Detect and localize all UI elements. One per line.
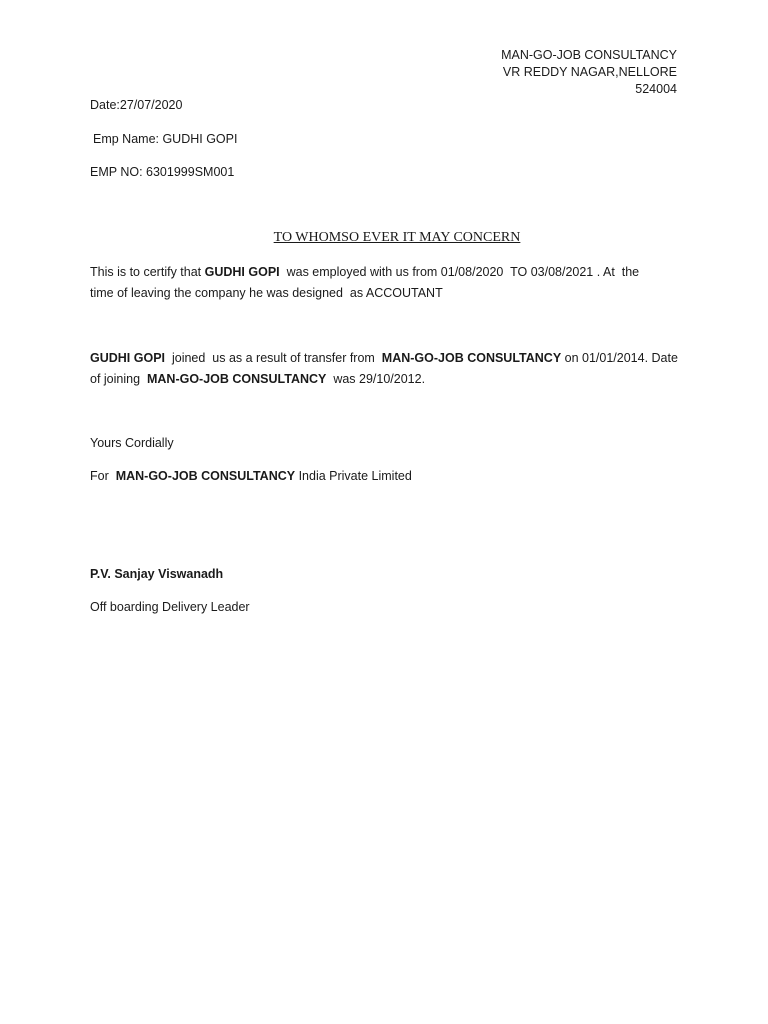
signatory-name-bold: P.V. Sanjay Viswanadh (90, 567, 224, 581)
address-line-1: MAN-GO-JOB CONSULTANCY (501, 48, 677, 62)
transfer-line-1 (90, 348, 690, 369)
address-line-3: 524004 (635, 82, 677, 96)
text-segment: This is to certify that (90, 265, 205, 279)
company-name-bold: MAN-GO-JOB CONSULTANCY (115, 469, 296, 483)
employee-name: Emp Name: GUDHI GOPI (93, 132, 238, 146)
for-company-line (90, 469, 412, 483)
text-segment: was 29/10/2012. (326, 372, 426, 386)
certification-line-2: time of leaving the company he was designed as ACCOUTANT (90, 286, 443, 300)
company-address (501, 47, 677, 98)
text-segment: of joining (90, 372, 147, 386)
employee-name-bold: GUDHI GOPI (90, 351, 166, 365)
signatory-role: Off boarding Delivery Leader (90, 600, 250, 614)
employee-number: EMP NO: 6301999SM001 (90, 165, 235, 179)
text-segment: on 01/01/2014. Date (561, 351, 678, 365)
certification-line-1 (90, 262, 690, 283)
address-line-2: VR REDDY NAGAR,NELLORE (502, 65, 677, 79)
text-segment: was employed with us from 01/08/2020 TO 03/08/2021 . At the (279, 265, 640, 279)
company-name-bold: MAN-GO-JOB CONSULTANCY (146, 372, 327, 386)
transfer-paragraph (90, 348, 690, 390)
company-name-bold: MAN-GO-JOB CONSULTANCY (381, 351, 562, 365)
certification-paragraph (90, 262, 690, 304)
letter-date: Date:27/07/2020 (90, 98, 183, 112)
closing-salutation: Yours Cordially (90, 436, 174, 450)
letter-title: TO WHOMSO EVER IT MAY CONCERN (273, 230, 521, 245)
text-segment: India Private Limited (295, 469, 412, 483)
text-segment: joined us as a result of transfer from (165, 351, 382, 365)
text-segment: For (90, 469, 116, 483)
signatory-name (90, 567, 223, 581)
employee-name-bold: GUDHI GOPI (204, 265, 280, 279)
transfer-line-2 (90, 369, 690, 390)
